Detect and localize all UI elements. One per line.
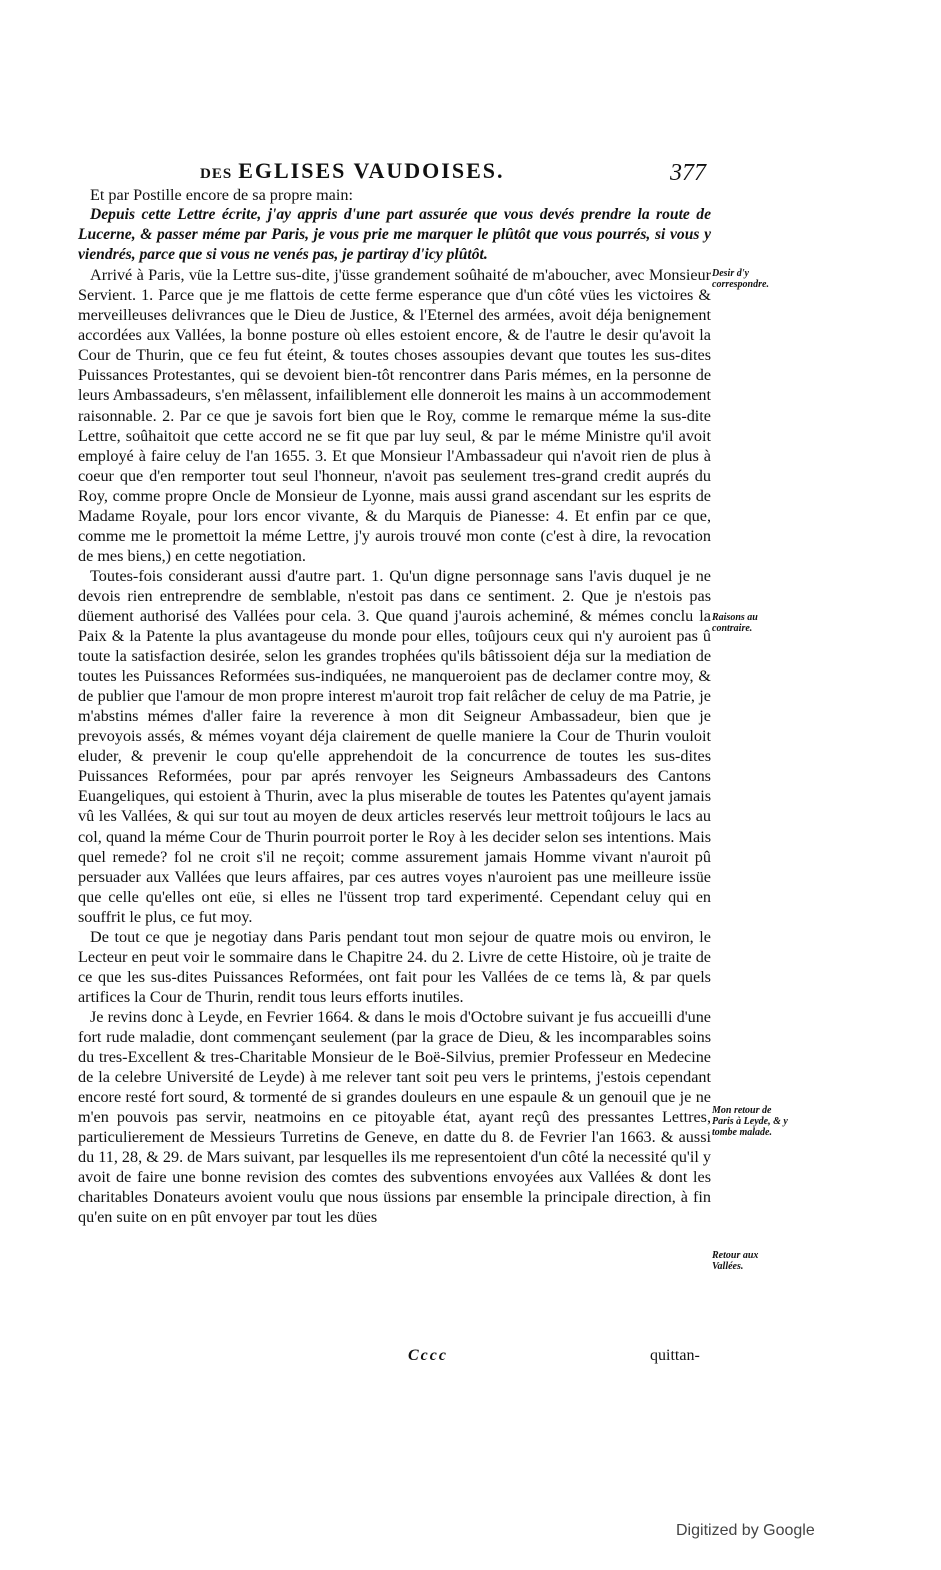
body-text	[78, 185, 711, 1227]
paragraph: De tout ce que je negotiay dans Paris pendant tout mon sejour de quatre mois ou environ, le Lecteur en peut voir le sommaire dans le Chapitre 24. du 2. Livre de cette Histoire, où je traite de ce que les sus-dites Puissances Reformées, ont fait pour les Vallées de ce tems là, & par quels artifices la Cour de Thurin, rendit tous leurs efforts inutiles.	[78, 927, 711, 1006]
marginal-note: Retour aux Vallées.	[712, 1250, 759, 1272]
paragraph: Toutes-fois considerant aussi d'autre part. 1. Qu'un digne personnage sans l'avis duquel je ne devois rien entreprendre de semblable, n'estoit pas dans ce sentiment. 2. Que je n'estois pas düement authorisé des Vallées pour cela. 3. Que quand j'aurois acheminé, & mémes conclu la Paix & la Patente la plus avantageuse du monde pour elles, toûjours ceux qui n'y auroient pas û toute la satisfaction desirée, selon les grandes trophées qu'ils bâtissoient déja sur la mediation de toutes les Puissances Reformées sus-indiquées, ne manqueroient pas de declamer contre moy, & de publier que l'amour de mon propre interest m'auroit trop fait relâcher de celuy de ma Patrie, je m'abstins mémes d'aller faire la reverence à mon dit Seigneur Ambassadeur, bien que je prevoyois assés, & mémes voyant déja clairement de quelle maniere la Cour de Thurin vouloit eluder, & prevenir le coup qu'elle apprehendoit de la concurrence de toutes les sus-dites Puissances Reformées, pour par aprés renvoyer les Seigneurs Ambassadeurs des Cantons Euangeliques, qui estoient à Thurin, avec la plus miserable de toutes les Patentes qu'ayent jamais vû les Vallées, & qui sur tout au moyen de deux articles reservés leur mettroit toûjours le lacs au col, quand la méme Cour de Thurin pourroit porter le Roy à les decider selon ses intentions. Mais quel remede? fol ne croit s'il ne reçoit; comme assurement jamais Homme vivant n'auroit pû persuader aux Vallées que leurs affaires, par ces autres voyes n'auroient pas une meilleure issüe que celle qu'elles ont eüe, si elles ne l'üssent trop tard experimenté. Cependant celuy qui en souffrit le plus, ce fut moy.	[78, 566, 711, 926]
page-number: 377	[670, 160, 706, 186]
google-watermark: Digitized by Google	[676, 1522, 815, 1539]
paragraph: Je revins donc à Leyde, en Fevrier 1664. & dans le mois d'Octobre suivant je fus accueilli d'une fort rude maladie, dont commençant seulement (par la grace de Dieu, & les incomparables soins du tres-Excellent & tres-Charitable Monsieur de le Boë-Silvius, premier Professeur en Medecine de la celebre Université de Leyde) à me relever tant soit peu vers le printems, j'estois cependant encore resté fort sourd, & tormenté de si grandes douleurs en une espaule & un genouil que je ne m'en pouvois pas servir, neatmoins en ce pitoyable état, ayant reçû des pressantes Lettres, particulierement de Messieurs Turretins de Geneve, en datte du 8. de Fevrier l'an 1663. & aussi du 11, 28, & 29. de Mars suivant, par lesquelles ils me representoient d'un côté la necessité qu'il y avoit de faire une bonne revision des comtes des subventions envoyées aux Vallées & dont les charitables Donateurs avoient voulu que nous üssions par ensemble la principale direction, à fin qu'en suite on en pût envoyer par tout les dües	[78, 1007, 711, 1227]
running-header	[200, 158, 720, 184]
marginal-note: Desir d'y correspondre.	[712, 268, 769, 290]
header-title: EGLISES VAUDOISES.	[238, 158, 505, 183]
catchword: quittan-	[650, 1347, 700, 1364]
paragraph: Arrivé à Paris, vüe la Lettre sus-dite, j'üsse grandement soûhaité de m'aboucher, avec Monsieur Servient. 1. Parce que je me flattois de cette ferme esperance que d'un côté vües les victoires & merveilleuses delivrances que le Dieu de Justice, & l'Eternel des armées, avoit déja benignement accordées aux Vallées, la bonne posture où elles estoient encore, & de l'autre le desir qu'avoit la Cour de Thurin, que ce feu fut éteint, & toutes choses assoupies devant que toutes les sus-dites Puissances Protestantes, qui se devoient bien-tôt rencontrer dans Paris mémes, en la personne de leurs Ambassadeurs, s'en mêlassent, infailiblement elle donneroit les mains à un accommodement raisonnable. 2. Par ce que je savois fort bien que le Roy, comme le remarque méme la sus-dite Lettre, soûhaitoit que cette accord ne se fit que par luy seul, & par le méme Ministre qu'il avoit employé à faire celuy de l'an 1655. 3. Et que Monsieur l'Ambassadeur qui n'avoit rien de plus à coeur que d'en remporter tout seul l'honneur, n'avoit pas seulement tres-grand credit auprés du Roy, comme propre Oncle de Monsieur de Lyonne, mais aussi grand ascendant sur les esprits de Madame Royale, pour lors encor vivante, & du Marquis de Pianesse: 4. Et enfin par ce que, comme me le promettoit la méme Lettre, j'y aurois trouvé mon conte (c'est à dire, la revocation de mes biens,) en cette negotiation.	[78, 266, 711, 565]
paragraph: Et par Postille encore de sa propre main:	[90, 186, 353, 204]
header-prefix: DES	[200, 166, 233, 182]
signature-mark: Cccc	[408, 1347, 448, 1364]
paragraph-italic-quote: Depuis cette Lettre écrite, j'ay appris d'une part assurée que vous devés prendre la route de Lucerne, & passer méme par Paris, je vous prie me marquer le plûtôt que vous pourrés, si vous y viendrés, parce que si vous ne venés pas, je partiray d'icy plûtôt.	[78, 206, 711, 264]
marginal-note: Raisons au contraire.	[712, 612, 758, 634]
marginal-note: Mon retour de Paris à Leyde, & y tombe malade.	[712, 1105, 788, 1138]
